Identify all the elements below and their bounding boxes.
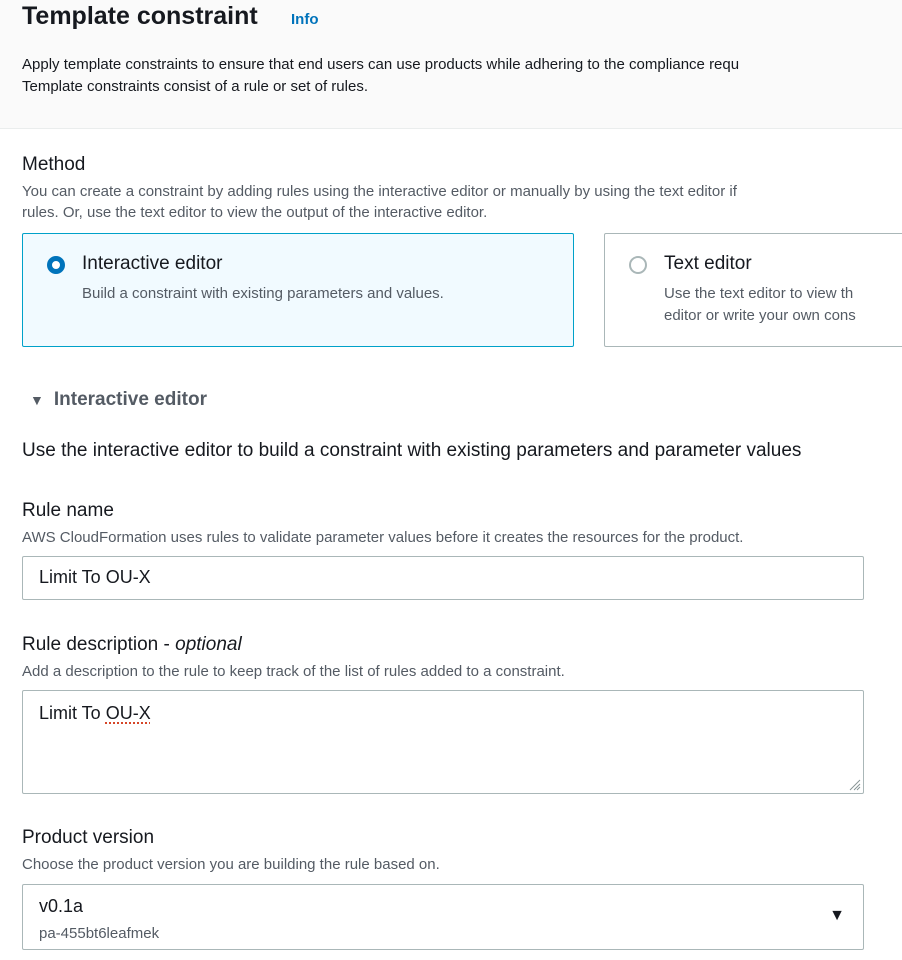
method-help: rules. Or, use the text editor to view the output of the interactive editor. bbox=[22, 204, 488, 221]
rule-name-label: Rule name bbox=[22, 500, 114, 521]
option-label: Text editor bbox=[664, 253, 752, 274]
product-version-label: Product version bbox=[22, 827, 155, 848]
radio-selected-icon[interactable] bbox=[47, 256, 65, 274]
radio-unselected-icon[interactable] bbox=[629, 256, 647, 274]
interactive-editor-expander[interactable]: ▼ Interactive editor bbox=[30, 389, 207, 410]
selected-version: v0.1a bbox=[39, 896, 84, 916]
rule-name-help: AWS CloudFormation uses rules to validate parameter values before it creates the resources for the product. bbox=[22, 529, 744, 546]
page-title: Template constraint bbox=[22, 2, 258, 30]
product-version-help: Choose the product version you are building the rule based on. bbox=[22, 856, 440, 873]
rule-description-label: Rule description - optional bbox=[22, 634, 242, 655]
header-description: Template constraints consist of a rule or set of rules. bbox=[22, 78, 368, 95]
interactive-editor-intro: Use the interactive editor to build a constraint with existing parameters and parameter values bbox=[22, 440, 802, 461]
method-help: You can create a constraint by adding rules using the interactive editor or manually by using the text editor if bbox=[22, 183, 737, 200]
rule-name-input[interactable] bbox=[22, 556, 864, 600]
selected-version-id: pa-455bt6leafmek bbox=[39, 925, 160, 942]
option-description: Build a constraint with existing parameters and values. bbox=[82, 285, 444, 302]
info-link[interactable]: Info bbox=[291, 11, 319, 28]
caret-down-icon: ▼ bbox=[30, 392, 44, 408]
rule-description-textarea[interactable] bbox=[22, 690, 864, 794]
rule-name-value: Limit To OU-X bbox=[39, 567, 151, 587]
option-description: Use the text editor to view th editor or write your own cons bbox=[664, 285, 856, 324]
radio-card-interactive-editor[interactable] bbox=[22, 233, 574, 347]
resize-handle-icon[interactable] bbox=[847, 777, 861, 791]
product-version-select[interactable] bbox=[22, 884, 864, 950]
header-description: Apply template constraints to ensure that end users can use products while adhering to the compliance requ bbox=[22, 56, 740, 73]
radio-card-text-editor[interactable] bbox=[604, 233, 902, 347]
rule-description-help: Add a description to the rule to keep track of the list of rules added to a constraint. bbox=[22, 663, 565, 680]
option-label: Interactive editor bbox=[82, 253, 223, 274]
method-label: Method bbox=[22, 154, 86, 175]
dropdown-caret-icon: ▼ bbox=[829, 907, 845, 924]
rule-description-value: Limit To OU-X bbox=[39, 703, 151, 723]
